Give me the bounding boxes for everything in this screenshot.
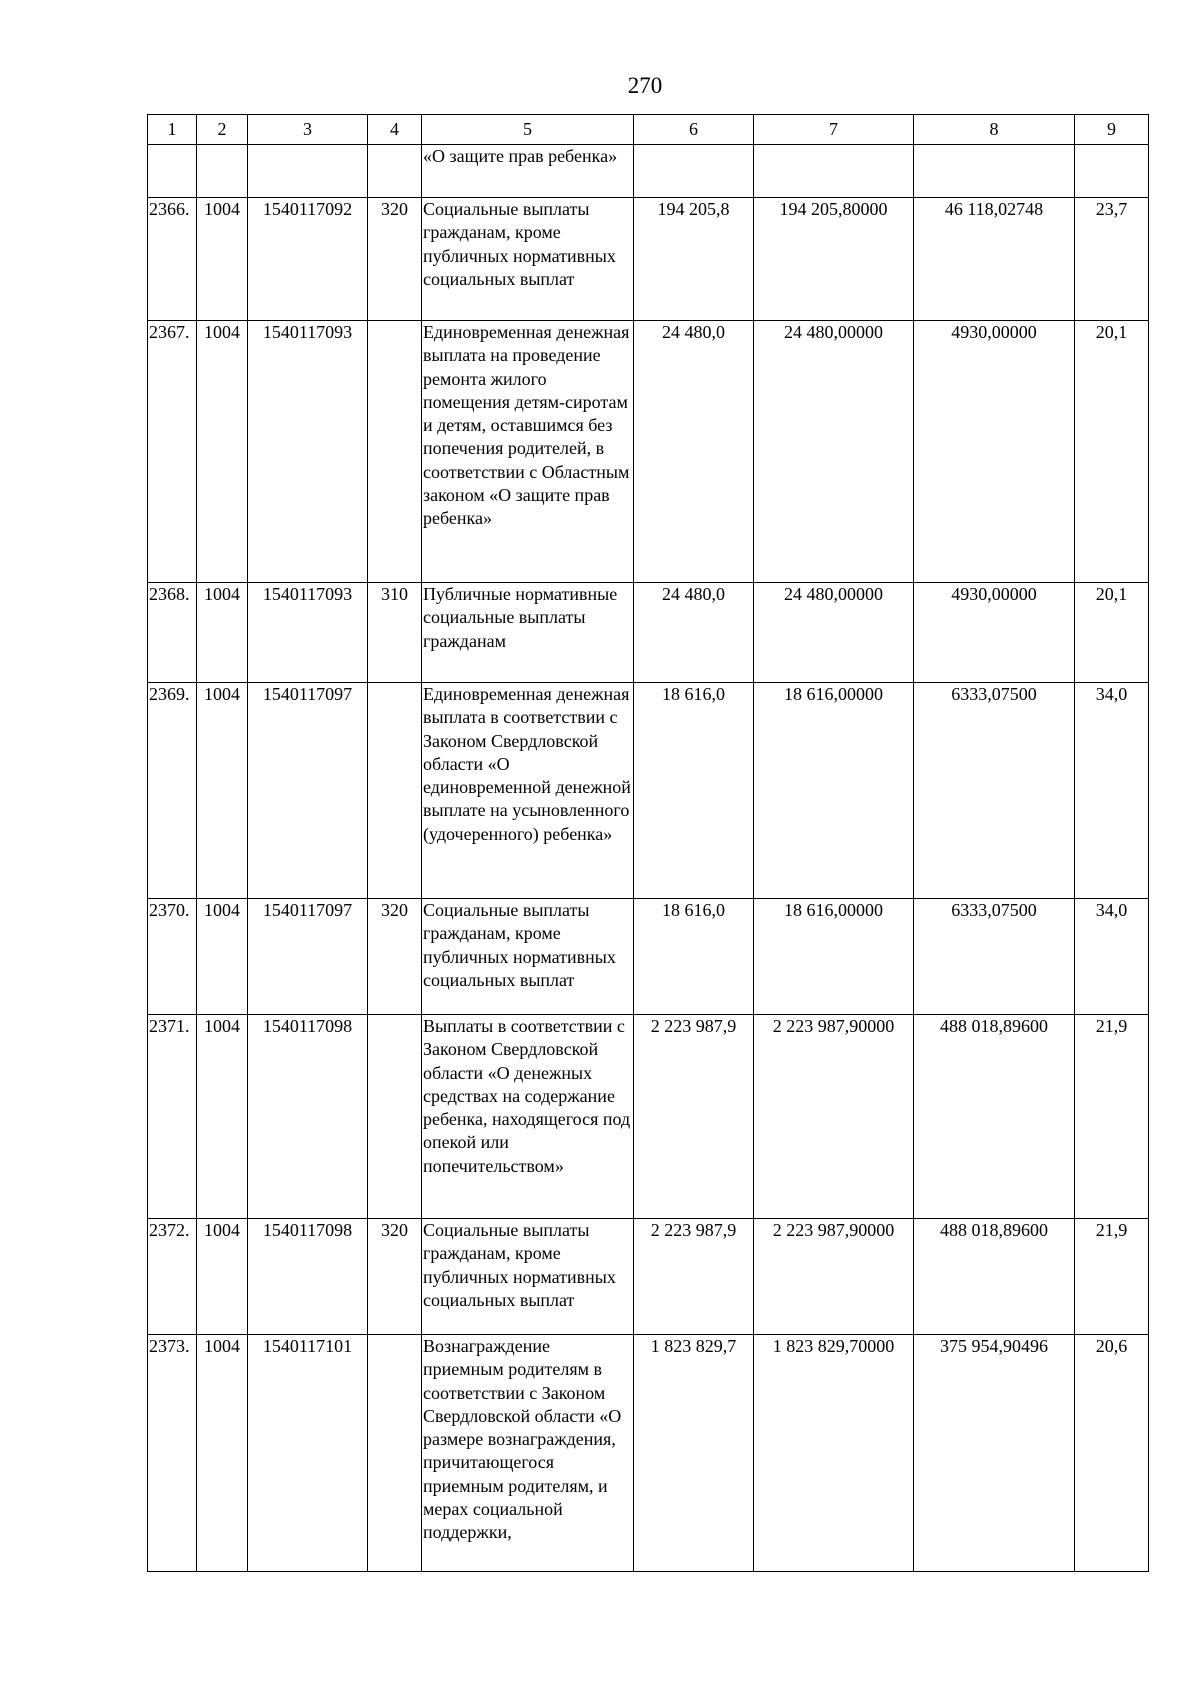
amount-col8: 6333,07500 (914, 899, 1075, 1015)
percent-col9: 20,6 (1075, 1335, 1149, 1572)
amount-col6: 2 223 987,9 (634, 1219, 754, 1335)
row-number: 2373. (148, 1335, 197, 1572)
amount-col6: 2 223 987,9 (634, 1015, 754, 1219)
target-article-code: 1540117097 (248, 899, 368, 1015)
target-article-code (248, 145, 368, 198)
table-row (148, 1335, 1149, 1572)
table-header-row (148, 115, 1149, 145)
column-header: 1 (148, 115, 197, 145)
percent-col9: 20,1 (1075, 321, 1149, 583)
item-name: Вознаграждение приемным родителям в соответствии с Законом Свердловской области «О размере вознаграждения, причитающегося приемным родителям, и мерах социальной поддержки, (422, 1335, 634, 1572)
section-code (197, 145, 248, 198)
expense-type-code (368, 683, 422, 899)
column-header: 8 (914, 115, 1075, 145)
amount-col8 (914, 145, 1075, 198)
amount-col7: 18 616,00000 (754, 899, 914, 1015)
percent-col9 (1075, 145, 1149, 198)
target-article-code: 1540117097 (248, 683, 368, 899)
budget-table (147, 114, 1149, 1572)
percent-col9: 34,0 (1075, 683, 1149, 899)
amount-col6 (634, 145, 754, 198)
amount-col8: 4930,00000 (914, 321, 1075, 583)
column-header: 7 (754, 115, 914, 145)
row-number: 2370. (148, 899, 197, 1015)
item-name: Социальные выплаты гражданам, кроме публичных нормативных социальных выплат (422, 1219, 634, 1335)
row-number: 2366. (148, 198, 197, 321)
amount-col7: 2 223 987,90000 (754, 1015, 914, 1219)
amount-col8: 488 018,89600 (914, 1219, 1075, 1335)
amount-col7: 24 480,00000 (754, 321, 914, 583)
table-row (148, 145, 1149, 198)
table-row (148, 683, 1149, 899)
row-number: 2371. (148, 1015, 197, 1219)
percent-col9: 21,9 (1075, 1219, 1149, 1335)
amount-col8: 46 118,02748 (914, 198, 1075, 321)
item-name: Социальные выплаты гражданам, кроме публичных нормативных социальных выплат (422, 198, 634, 321)
item-name: «О защите прав ребенка» (422, 145, 634, 198)
row-number: 2367. (148, 321, 197, 583)
page-number: 270 (627, 73, 663, 98)
amount-col7: 194 205,80000 (754, 198, 914, 321)
target-article-code: 1540117098 (248, 1219, 368, 1335)
expense-type-code (368, 145, 422, 198)
amount-col6: 18 616,0 (634, 899, 754, 1015)
expense-type-code: 320 (368, 899, 422, 1015)
section-code: 1004 (197, 198, 248, 321)
item-name: Единовременная денежная выплата в соответствии с Законом Свердловской области «О единовременной денежной выплате на усыновленного (удочеренного) ребенка» (422, 683, 634, 899)
amount-col8: 4930,00000 (914, 583, 1075, 683)
item-name: Выплаты в соответствии с Законом Свердловской области «О денежных средствах на содержание ребенка, находящегося под опекой или попечительством» (422, 1015, 634, 1219)
row-number (148, 145, 197, 198)
section-code: 1004 (197, 1219, 248, 1335)
expense-type-code (368, 321, 422, 583)
expense-type-code (368, 1335, 422, 1572)
amount-col7 (754, 145, 914, 198)
row-number: 2368. (148, 583, 197, 683)
expense-type-code (368, 1015, 422, 1219)
target-article-code: 1540117098 (248, 1015, 368, 1219)
section-code: 1004 (197, 1335, 248, 1572)
amount-col6: 194 205,8 (634, 198, 754, 321)
expense-type-code: 320 (368, 1219, 422, 1335)
table-row (148, 583, 1149, 683)
amount-col7: 24 480,00000 (754, 583, 914, 683)
item-name: Единовременная денежная выплата на проведение ремонта жилого помещения детям-сиротам и детям, оставшимся без попечения родителей, в соответствии с Областным законом «О защите прав ребенка» (422, 321, 634, 583)
percent-col9: 20,1 (1075, 583, 1149, 683)
amount-col7: 2 223 987,90000 (754, 1219, 914, 1335)
column-header: 9 (1075, 115, 1149, 145)
section-code: 1004 (197, 899, 248, 1015)
amount-col8: 488 018,89600 (914, 1015, 1075, 1219)
section-code: 1004 (197, 683, 248, 899)
section-code: 1004 (197, 1015, 248, 1219)
section-code: 1004 (197, 583, 248, 683)
amount-col7: 1 823 829,70000 (754, 1335, 914, 1572)
expense-type-code: 310 (368, 583, 422, 683)
column-header: 6 (634, 115, 754, 145)
item-name: Социальные выплаты гражданам, кроме публичных нормативных социальных выплат (422, 899, 634, 1015)
amount-col6: 24 480,0 (634, 583, 754, 683)
amount-col6: 1 823 829,7 (634, 1335, 754, 1572)
target-article-code: 1540117093 (248, 583, 368, 683)
column-header: 4 (368, 115, 422, 145)
table-row (148, 321, 1149, 583)
table-row (148, 1015, 1149, 1219)
table-row (148, 899, 1149, 1015)
item-name: Публичные нормативные социальные выплаты гражданам (422, 583, 634, 683)
target-article-code: 1540117093 (248, 321, 368, 583)
target-article-code: 1540117092 (248, 198, 368, 321)
target-article-code: 1540117101 (248, 1335, 368, 1572)
table-row (148, 198, 1149, 321)
expense-type-code: 320 (368, 198, 422, 321)
section-code: 1004 (197, 321, 248, 583)
amount-col8: 375 954,90496 (914, 1335, 1075, 1572)
amount-col6: 24 480,0 (634, 321, 754, 583)
row-number: 2372. (148, 1219, 197, 1335)
percent-col9: 34,0 (1075, 899, 1149, 1015)
amount-col6: 18 616,0 (634, 683, 754, 899)
amount-col7: 18 616,00000 (754, 683, 914, 899)
percent-col9: 21,9 (1075, 1015, 1149, 1219)
row-number: 2369. (148, 683, 197, 899)
column-header: 5 (422, 115, 634, 145)
column-header: 3 (248, 115, 368, 145)
column-header: 2 (197, 115, 248, 145)
percent-col9: 23,7 (1075, 198, 1149, 321)
amount-col8: 6333,07500 (914, 683, 1075, 899)
table-row (148, 1219, 1149, 1335)
